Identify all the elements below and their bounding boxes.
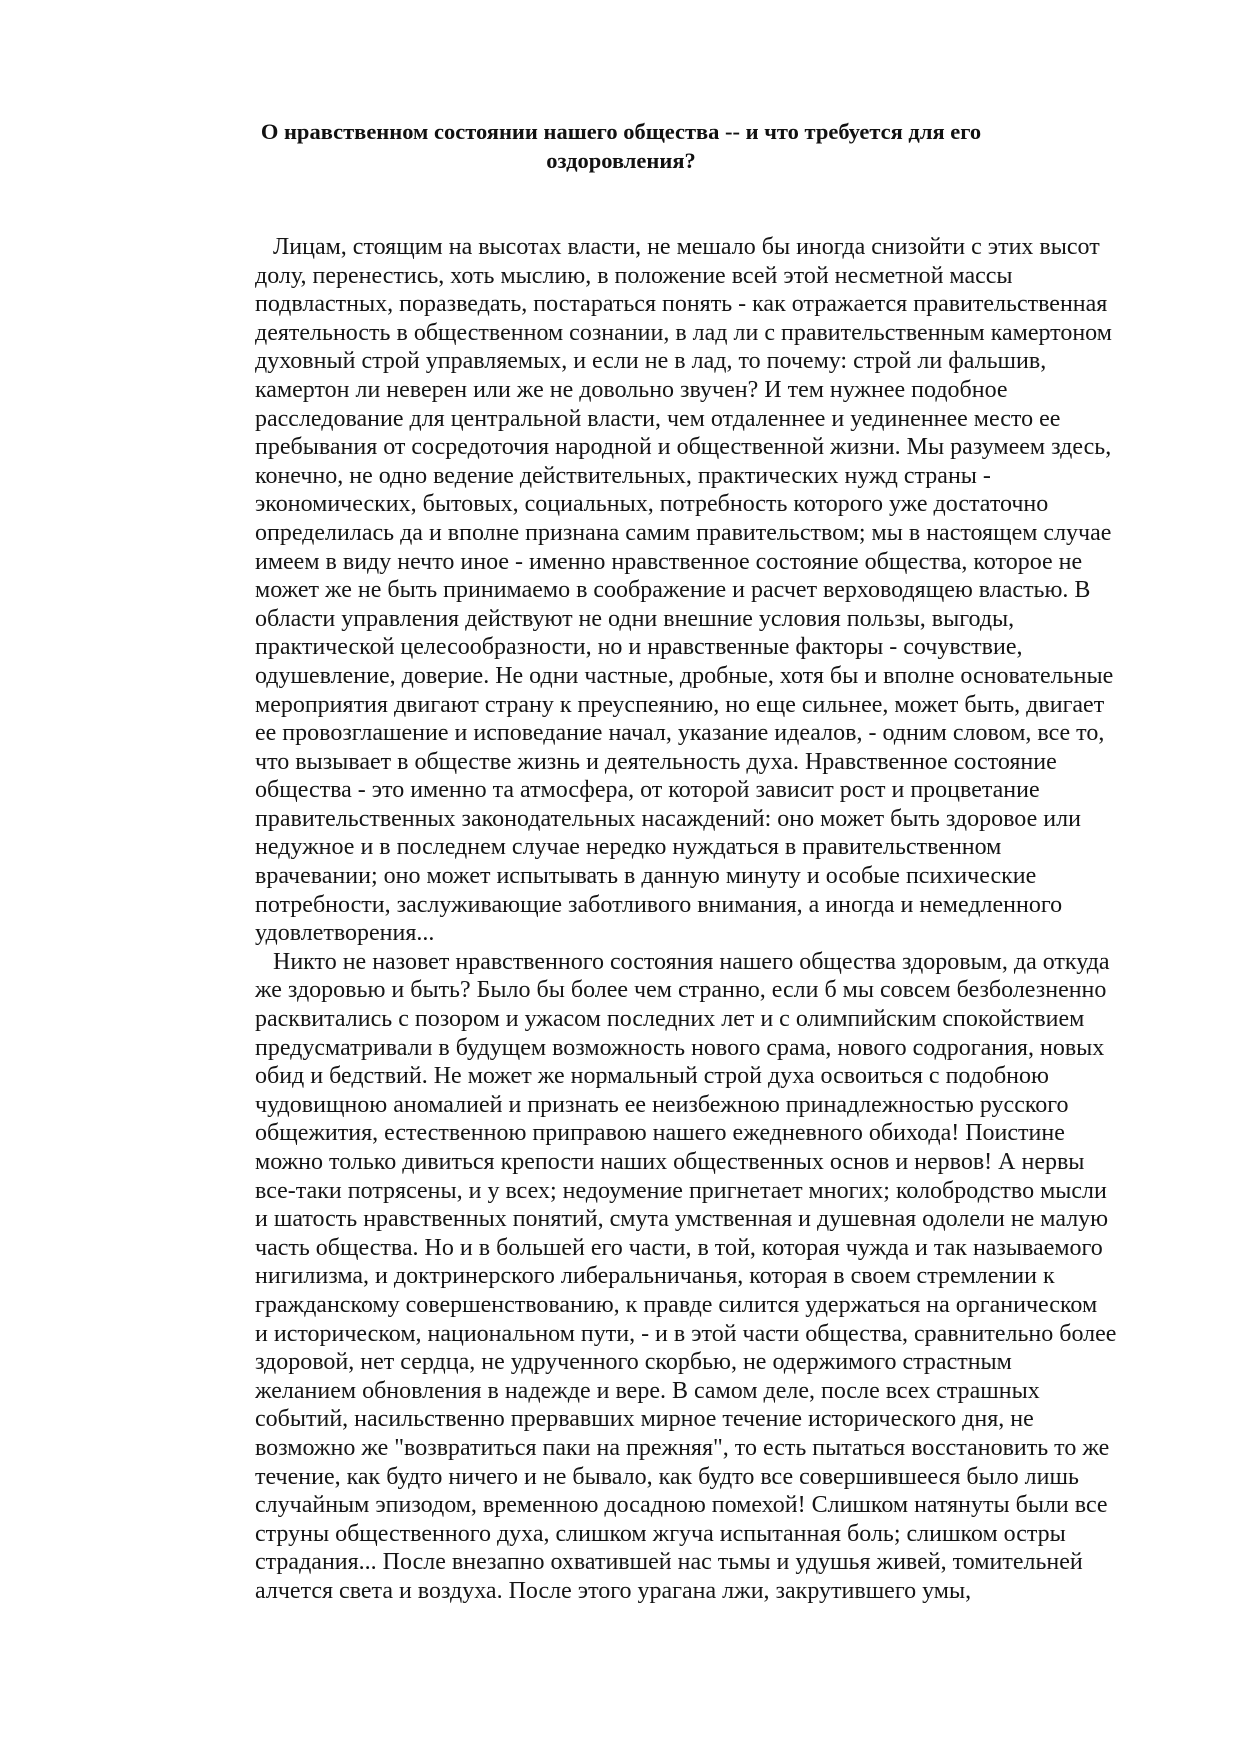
document-title <box>200 118 1042 175</box>
paragraph-1-line: расследование для центральной власти, чем отдаленнее и уединеннее место ее <box>255 405 1061 432</box>
paragraph-2-line: желанием обновления в надежде и вере. В самом деле, после всех страшных <box>255 1377 1040 1404</box>
paragraph-2-line: и историческом, национальном пути, - и в этой части общества, сравнительно более <box>255 1320 1117 1347</box>
paragraph-1-line: духовный строй управляемых, и если не в лад, то почему: строй ли фальшив, <box>255 348 1047 375</box>
paragraph-2-line: возможно же "возвратиться паки на прежняя", то есть пытаться восстановить то же <box>255 1434 1110 1461</box>
paragraph-1-line: имеем в виду нечто иное - именно нравственное состояние общества, которое не <box>255 548 1083 575</box>
paragraph-2-line: обид и бедствий. Не может же нормальный строй духа освоиться с подобною <box>255 1063 1049 1090</box>
paragraph-1-line: общества - это именно та атмосфера, от которой зависит рост и процветание <box>255 777 1040 804</box>
paragraph-2-line: событий, насильственно прервавших мирное течение исторического дня, не <box>255 1406 1034 1433</box>
paragraph-2-line: нигилизма, и доктринерского либеральничанья, которая в своем стремлении к <box>255 1263 1055 1290</box>
paragraph-2-line: страдания... После внезапно охватившей нас тьмы и удушья живей, томительней <box>255 1549 1083 1576</box>
paragraph-2-line: же здоровью и быть? Было бы более чем странно, если б мы совсем безболезненно <box>255 977 1107 1004</box>
document-body <box>255 233 1155 1606</box>
paragraph-1-line: мероприятия двигают страну к преуспеянию, но еще сильнее, может быть, двигает <box>255 691 1105 718</box>
paragraph-1-line: может же не быть принимаемо в соображение и расчет верховодящею властью. В <box>255 577 1091 604</box>
paragraph-1-line: деятельность в общественном сознании, в лад ли с правительственным камертоном <box>255 319 1112 346</box>
paragraph-1-line: что вызывает в обществе жизнь и деятельность духа. Нравственное состояние <box>255 748 1057 775</box>
paragraph-2-line: расквитались с позором и ужасом последних лет и с олимпийским спокойствием <box>255 1006 1085 1033</box>
paragraph-1-line: врачевании; оно может испытывать в данную минуту и особые психические <box>255 863 1037 890</box>
paragraph-2-line: все-таки потрясены, и у всех; недоумение пригнетает многих; колобродство мысли <box>255 1177 1107 1204</box>
paragraph-2-line: предусматривали в будущем возможность нового срама, нового содрогания, новых <box>255 1034 1105 1061</box>
paragraph-2-line: часть общества. Но и в большей его части, в той, которая чужда и так называемого <box>255 1234 1103 1261</box>
paragraph-1-line: конечно, не одно ведение действительных, практических нужд страны - <box>255 462 991 489</box>
paragraph-1-line: одушевление, доверие. Не одни частные, дробные, хотя бы и вполне основательные <box>255 662 1114 689</box>
paragraph-1-line: экономических, бытовых, социальных, потребность которого уже достаточно <box>255 491 1049 518</box>
paragraph-1-line: определилась да и вполне признана самим правительством; мы в настоящем случае <box>255 519 1112 546</box>
title-line: О нравственном состоянии нашего общества -- и что требуется для его <box>260 119 982 144</box>
paragraph-2-line: течение, как будто ничего и не бывало, как будто все совершившееся было лишь <box>255 1463 1079 1490</box>
paragraph-2-line: случайным эпизодом, временною досадною помехой! Слишком натянуты были все <box>255 1492 1108 1519</box>
paragraph-1-line: правительственных законодательных насаждений: оно может быть здоровое или <box>255 805 1081 832</box>
paragraph-1-line: области управления действуют не одни внешние условия пользы, выгоды, <box>255 605 1015 632</box>
paragraph-1-line: подвластных, поразведать, постараться понять - как отражается правительственная <box>255 291 1108 318</box>
paragraph-2-line: Никто не назовет нравственного состояния нашего общества здоровым, да откуда <box>255 948 1110 975</box>
title-line: оздоровления? <box>546 147 696 173</box>
paragraph-2-line: чудовищною аномалией и признать ее неизбежною принадлежностью русского <box>255 1091 1069 1118</box>
paragraph-1-line: практической целесообразности, но и нравственные факторы - сочувствие, <box>255 634 1023 661</box>
paragraph-2-line: и шатость нравственных понятий, смута умственная и душевная одолели не малую <box>255 1206 1109 1233</box>
paragraph-2-line: общежития, естественною приправою нашего ежедневного обихода! Поистине <box>255 1120 1065 1147</box>
paragraph-1-line: удовлетворения... <box>255 920 435 947</box>
paragraph-2-line: алчется света и воздуха. После этого урагана лжи, закрутившего умы, <box>255 1577 972 1604</box>
paragraph-1-line: камертон ли неверен или же не довольно звучен? И тем нужнее подобное <box>255 376 1008 403</box>
paragraph-1-line: пребывания от сосредоточия народной и общественной жизни. Мы разумеем здесь, <box>255 434 1112 461</box>
paragraph-1-line: потребности, заслуживающие заботливого внимания, а иногда и немедленного <box>255 891 1063 918</box>
paragraph-2-line: можно только дивиться крепости наших общественных основ и нервов! А нервы <box>255 1149 1085 1175</box>
paragraph-1-line: долу, перенестись, хоть мыслию, в положение всей этой несметной массы <box>255 262 1013 289</box>
paragraph-1-line: ее провозглашение и исповедание начал, указание идеалов, - одним словом, все то, <box>255 720 1105 747</box>
paragraph-2-line: гражданскому совершенствованию, к правде силится удержаться на органическом <box>255 1291 1098 1318</box>
paragraph-2-line: струны общественного духа, слишком жгуча испытанная боль; слишком остры <box>255 1520 1066 1547</box>
paragraph-1-line: Лицам, стоящим на высотах власти, не мешало бы иногда снизойти с этих высот <box>255 234 1100 260</box>
paragraph-1-line: недужное и в последнем случае нередко нуждаться в правительственном <box>255 834 1002 861</box>
paragraph-2-line: здоровой, нет сердца, не удрученного скорбью, не одержимого страстным <box>255 1349 1012 1376</box>
